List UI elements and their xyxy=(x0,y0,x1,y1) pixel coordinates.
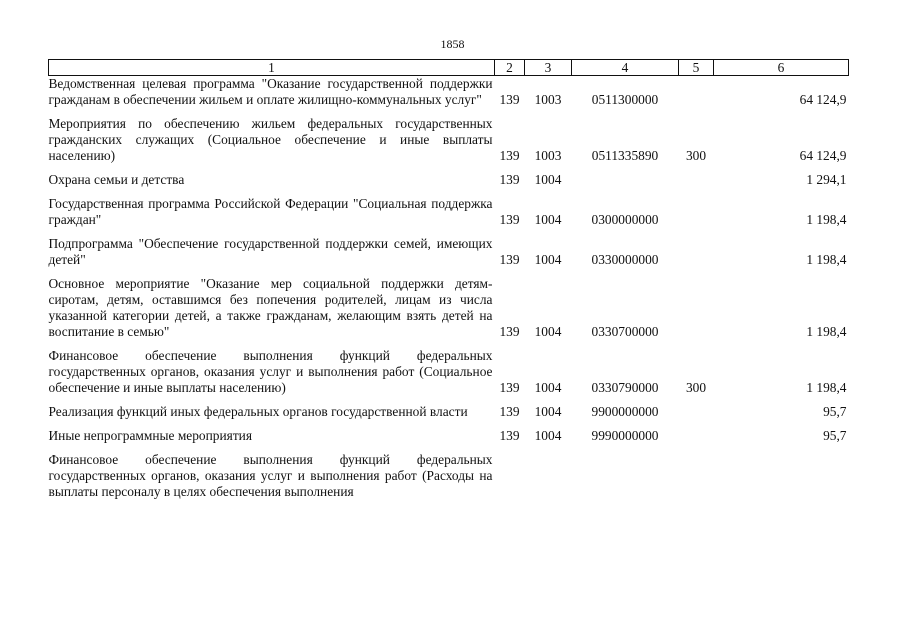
row-ministry-code: 139 xyxy=(499,212,520,227)
header-col-4: 4 xyxy=(572,60,679,76)
row-name: Ведомственная целевая программа "Оказание государственной поддержки гражданам в обеспечении жильем и оплате жилищно-коммунальных услуг" xyxy=(48,76,493,107)
row-amount: 64 124,9 xyxy=(799,148,847,163)
row-section-code: 1003 xyxy=(534,92,562,107)
row-ministry-code: 139 xyxy=(499,252,520,267)
header-col-3: 3 xyxy=(525,60,572,76)
row-amount xyxy=(714,452,849,500)
row-section-code: 1003 xyxy=(534,148,562,163)
row-expense-type: 300 xyxy=(685,148,707,163)
row-section-code: 1004 xyxy=(534,380,562,395)
row-target-code: 0300000000 xyxy=(591,212,659,227)
table-row xyxy=(49,172,849,196)
row-name: Иные непрограммные мероприятия xyxy=(48,428,252,443)
budget-table xyxy=(48,59,849,500)
row-ministry-code: 139 xyxy=(499,92,520,107)
row-expense-type xyxy=(679,236,714,276)
row-target-code xyxy=(572,452,679,500)
row-section-code: 1004 xyxy=(534,428,562,443)
table-body xyxy=(49,76,849,501)
row-amount: 1 294,1 xyxy=(806,172,847,187)
row-name: Основное мероприятие "Оказание мер социальной поддержки детям-сиротам, детям, оставшимся без попечения родителей, лицам из числа указанной категории детей, а также гражданам, желающим взять детей на воспитание в семью" xyxy=(48,276,493,339)
row-amount: 95,7 xyxy=(823,404,847,419)
table-header xyxy=(49,60,849,76)
row-section-code: 1004 xyxy=(534,172,562,187)
table-row xyxy=(49,428,849,452)
row-target-code: 9900000000 xyxy=(591,404,659,419)
header-col-2: 2 xyxy=(495,60,525,76)
row-name: Финансовое обеспечение выполнения функций федеральных государственных органов, оказания услуг и выполнения работ (Расходы на выплаты персоналу в целях обеспечения выполнения xyxy=(48,452,493,499)
header-col-5: 5 xyxy=(679,60,714,76)
row-target-code: 0511335890 xyxy=(591,148,659,163)
row-expense-type xyxy=(679,172,714,196)
row-section-code: 1004 xyxy=(534,252,562,267)
row-section-code: 1004 xyxy=(534,324,562,339)
row-expense-type xyxy=(679,276,714,348)
table-row xyxy=(49,236,849,276)
row-ministry-code: 139 xyxy=(499,404,520,419)
row-section-code xyxy=(525,452,572,500)
row-target-code: 0330790000 xyxy=(591,380,659,395)
row-name: Мероприятия по обеспечению жильем федеральных государственных гражданских служащих (Социальное обеспечение и иные выплаты населению) xyxy=(48,116,493,163)
row-ministry-code: 139 xyxy=(499,380,520,395)
row-name: Реализация функций иных федеральных органов государственной власти xyxy=(48,404,468,419)
table-row xyxy=(49,348,849,404)
row-expense-type: 300 xyxy=(685,380,707,395)
row-ministry-code: 139 xyxy=(499,172,520,187)
table-row xyxy=(49,452,849,500)
table-row xyxy=(49,76,849,117)
header-row xyxy=(49,60,849,76)
row-section-code: 1004 xyxy=(534,404,562,419)
row-target-code xyxy=(572,172,679,196)
row-target-code: 0330700000 xyxy=(591,324,659,339)
row-name: Государственная программа Российской Федерации "Социальная поддержка граждан" xyxy=(48,196,493,227)
row-expense-type xyxy=(679,428,714,452)
row-amount: 64 124,9 xyxy=(799,92,847,107)
row-name: Охрана семьи и детства xyxy=(48,172,185,187)
row-expense-type xyxy=(679,76,714,117)
row-target-code: 0330000000 xyxy=(591,252,659,267)
page-number: 1858 xyxy=(440,37,465,51)
header-col-1: 1 xyxy=(49,60,495,76)
table-row xyxy=(49,196,849,236)
row-amount: 95,7 xyxy=(823,428,847,443)
table-row xyxy=(49,116,849,172)
row-expense-type xyxy=(679,404,714,428)
row-ministry-code xyxy=(495,452,525,500)
row-amount: 1 198,4 xyxy=(806,380,847,395)
row-expense-type xyxy=(679,452,714,500)
row-amount: 1 198,4 xyxy=(806,324,847,339)
row-name: Подпрограмма "Обеспечение государственной поддержки семей, имеющих детей" xyxy=(48,236,493,267)
row-ministry-code: 139 xyxy=(499,428,520,443)
row-target-code: 9990000000 xyxy=(591,428,659,443)
row-expense-type xyxy=(679,196,714,236)
row-amount: 1 198,4 xyxy=(806,212,847,227)
row-section-code: 1004 xyxy=(534,212,562,227)
table-row xyxy=(49,276,849,348)
row-ministry-code: 139 xyxy=(499,324,520,339)
header-col-6: 6 xyxy=(714,60,849,76)
table-row xyxy=(49,404,849,428)
row-target-code: 0511300000 xyxy=(591,92,659,107)
row-ministry-code: 139 xyxy=(499,148,520,163)
row-name: Финансовое обеспечение выполнения функций федеральных государственных органов, оказания услуг и выполнения работ (Социальное обеспечение и иные выплаты населению) xyxy=(48,348,493,395)
row-amount: 1 198,4 xyxy=(806,252,847,267)
